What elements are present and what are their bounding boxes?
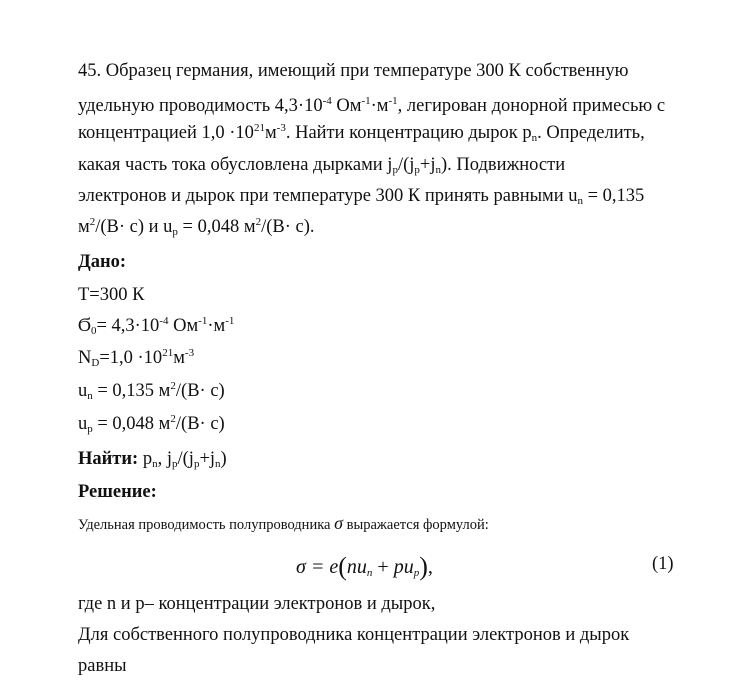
given-hole-mobility: $u_p = 0,048$ $м^2/(В\cdot с)$: [78, 413, 225, 435]
given-electron-mobility: $u_n = 0,135$ $м^2/(В\cdot с)$: [78, 380, 225, 402]
solution-line-3: равны: [78, 656, 127, 676]
solution-line-1: где n и p– концентрации электронов и дырок,: [78, 594, 436, 614]
problem-line-6: $м^2/(В\cdot с)$ и $u_p = 0,048$ $м^2/(В\cdot с)$.: [78, 216, 315, 238]
conductivity-formula: $\sigma = e(nu_n + pu_p)$,: [296, 552, 433, 581]
given-heading: Дано:: [78, 252, 127, 272]
problem-line-5: электронов и дырок при температуре 300 К принять равными $u_n = 0,135$: [78, 186, 645, 207]
solution-line-2: Для собственного полупроводника концентрации электронов и дырок: [78, 625, 630, 645]
given-donor-concentration: $N_D=1,0 \cdot 10^{21}м^{-3}$: [78, 347, 195, 369]
problem-line-4: какая часть тока обусловлена дырками $j_p/(j_p+j_n)$. Подвижности: [78, 155, 566, 176]
problem-line-2: удельную проводимость $4,3\cdot 10^{-4}$ $Ом^{-1}\cdot м^{-1}$, легирован донорной примесью с: [78, 95, 666, 116]
equation-number: (1): [652, 554, 674, 574]
given-conductivity: $Ϭ_0= 4,3\cdot 10^{-4}$ $Ом^{-1}\cdot м^{-1}$: [78, 315, 235, 337]
find-line: Найти: $p_n$, $j_p/(j_p+j_n)$: [78, 449, 227, 470]
given-temperature: T=300 К: [78, 285, 145, 305]
problem-line-3: концентрацией $1,0 \cdot 10^{21}м^{-3}$. Найти концентрацию дырок $p_n$. Определить,: [78, 122, 645, 144]
solution-intro: Удельная проводимость полупроводника σ выражается формулой:: [78, 513, 489, 533]
problem-line-1: 45. Образец германия, имеющий при температуре 300 К собственную: [78, 61, 629, 81]
solution-heading: Решение:: [78, 482, 157, 502]
